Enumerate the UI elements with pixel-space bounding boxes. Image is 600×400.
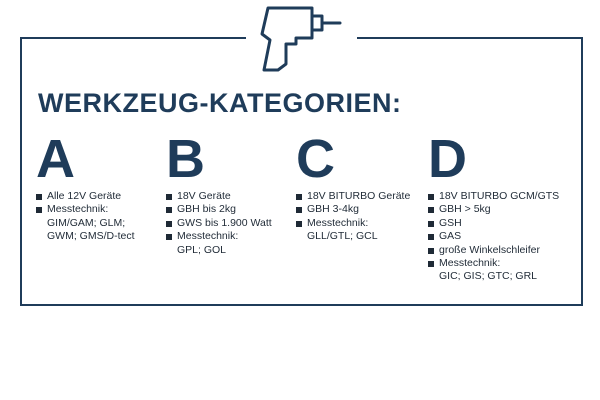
list-item: Messtechnik: GIM/GAM; GLM; GWM; GMS/D-tect	[36, 203, 135, 243]
list-subitem: GLL/GTL; GCL	[307, 230, 378, 243]
category-items	[428, 190, 559, 284]
list-subitem: GPL; GOL	[177, 243, 227, 256]
page-title: WERKZEUG-KATEGORIEN:	[38, 88, 402, 118]
list-item: 18V BITURBO GCM/GTS	[428, 190, 559, 203]
category-letter: D	[428, 129, 467, 189]
list-item: Alle 12V Geräte	[36, 190, 135, 203]
category-c-column	[296, 129, 411, 244]
category-items	[36, 190, 135, 244]
category-letter: A	[36, 129, 75, 189]
category-b-column	[166, 129, 272, 257]
category-d-column	[428, 129, 560, 284]
list-item: GWS bis 1.900 Watt	[166, 217, 272, 230]
list-item: GAS	[428, 230, 559, 243]
list-item: Messtechnik: GPL; GOL	[166, 230, 272, 257]
list-item: GSH	[428, 217, 559, 230]
list-item: GBH 3-4kg	[296, 203, 410, 216]
list-item: GBH bis 2kg	[166, 203, 272, 216]
list-item: Messtechnik: GIC; GIS; GTC; GRL	[428, 257, 559, 284]
drill-icon	[262, 8, 340, 70]
category-items	[166, 190, 272, 257]
list-item: Messtechnik: GLL/GTL; GCL	[296, 217, 410, 244]
category-letter: C	[296, 129, 335, 189]
list-item: große Winkelschleifer	[428, 244, 559, 257]
list-item: 18V Geräte	[166, 190, 272, 203]
category-items	[296, 190, 410, 244]
list-item: GBH > 5kg	[428, 203, 559, 216]
category-letter: B	[166, 129, 205, 189]
list-subitem: GIM/GAM; GLM;	[47, 216, 126, 229]
list-subitem: GIC; GIS; GTC; GRL	[439, 270, 538, 283]
list-subitem: GWM; GMS/D-tect	[47, 230, 135, 243]
category-a-column	[36, 129, 135, 244]
list-item: 18V BITURBO Geräte	[296, 190, 410, 203]
